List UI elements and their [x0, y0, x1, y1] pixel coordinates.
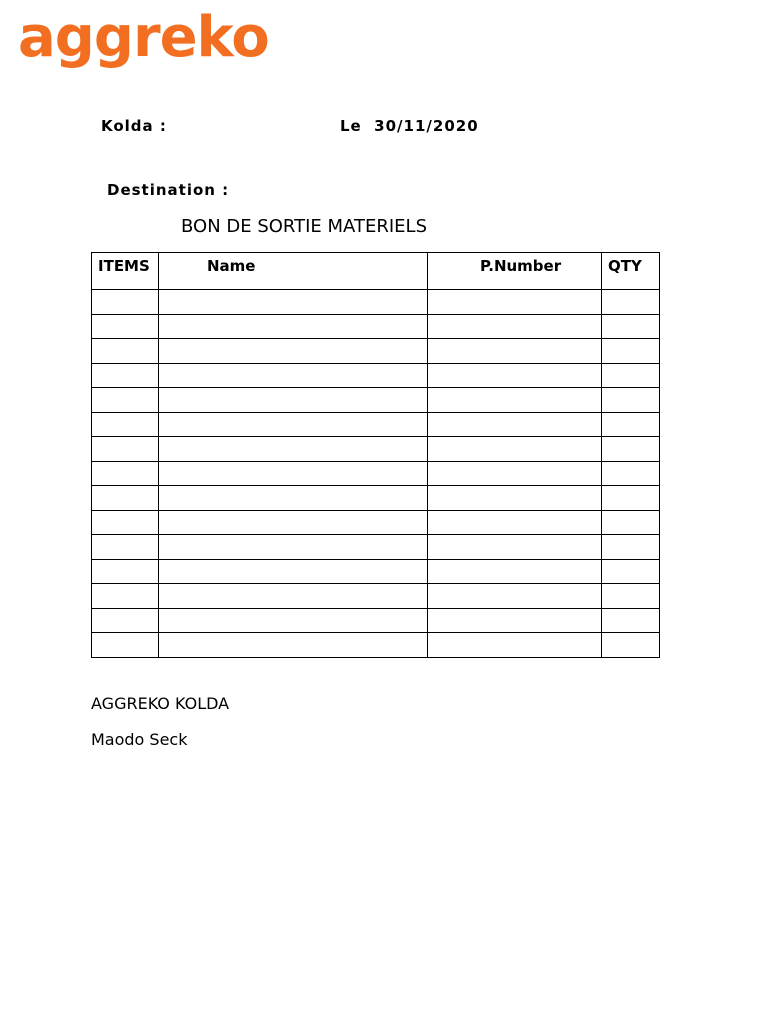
qty-cell	[602, 633, 660, 658]
qty-cell	[602, 510, 660, 535]
items-cell	[92, 363, 159, 388]
qty-cell	[602, 314, 660, 339]
table-row	[92, 314, 660, 339]
qty-cell	[602, 608, 660, 633]
name-cell	[159, 339, 428, 364]
location-label: Kolda :	[101, 117, 167, 135]
column-header-qty: QTY	[602, 253, 660, 290]
part-number-cell	[428, 633, 602, 658]
destination-label: Destination :	[107, 181, 230, 199]
part-number-cell	[428, 290, 602, 315]
name-cell	[159, 461, 428, 486]
name-cell	[159, 633, 428, 658]
table-row	[92, 363, 660, 388]
part-number-cell	[428, 535, 602, 560]
qty-cell	[602, 535, 660, 560]
table-row	[92, 388, 660, 413]
part-number-cell	[428, 339, 602, 364]
items-cell	[92, 388, 159, 413]
company-name: AGGREKO KOLDA	[91, 694, 230, 713]
table-row	[92, 486, 660, 511]
qty-cell	[602, 584, 660, 609]
qty-cell	[602, 412, 660, 437]
items-cell	[92, 437, 159, 462]
qty-cell	[602, 437, 660, 462]
name-cell	[159, 437, 428, 462]
items-cell	[92, 314, 159, 339]
name-cell	[159, 388, 428, 413]
table-row	[92, 412, 660, 437]
table-row	[92, 290, 660, 315]
table-row	[92, 608, 660, 633]
part-number-cell	[428, 363, 602, 388]
part-number-cell	[428, 510, 602, 535]
part-number-cell	[428, 388, 602, 413]
column-header-part-number: P.Number	[428, 253, 602, 290]
name-cell	[159, 584, 428, 609]
part-number-cell	[428, 461, 602, 486]
table-row	[92, 633, 660, 658]
items-cell	[92, 559, 159, 584]
items-cell	[92, 510, 159, 535]
name-cell	[159, 510, 428, 535]
table-body	[92, 290, 660, 658]
qty-cell	[602, 486, 660, 511]
table-row	[92, 535, 660, 560]
qty-cell	[602, 339, 660, 364]
items-cell	[92, 633, 159, 658]
name-cell	[159, 559, 428, 584]
name-cell	[159, 608, 428, 633]
column-header-items: ITEMS	[92, 253, 159, 290]
items-cell	[92, 535, 159, 560]
part-number-cell	[428, 608, 602, 633]
column-header-name: Name	[159, 253, 428, 290]
part-number-cell	[428, 412, 602, 437]
items-cell	[92, 461, 159, 486]
name-cell	[159, 363, 428, 388]
items-cell	[92, 608, 159, 633]
table-row	[92, 339, 660, 364]
part-number-cell	[428, 486, 602, 511]
qty-cell	[602, 290, 660, 315]
items-cell	[92, 486, 159, 511]
items-cell	[92, 584, 159, 609]
date-text: Le 30/11/2020	[340, 117, 479, 135]
qty-cell	[602, 461, 660, 486]
part-number-cell	[428, 559, 602, 584]
signatory-name: Maodo Seck	[91, 730, 188, 749]
table-row	[92, 584, 660, 609]
document-title: BON DE SORTIE MATERIELS	[181, 216, 427, 237]
part-number-cell	[428, 437, 602, 462]
items-cell	[92, 339, 159, 364]
qty-cell	[602, 559, 660, 584]
name-cell	[159, 535, 428, 560]
name-cell	[159, 290, 428, 315]
table-row	[92, 437, 660, 462]
table-row	[92, 559, 660, 584]
items-cell	[92, 412, 159, 437]
part-number-cell	[428, 314, 602, 339]
name-cell	[159, 314, 428, 339]
items-table	[91, 252, 660, 658]
table-header-row	[92, 253, 660, 290]
name-cell	[159, 412, 428, 437]
qty-cell	[602, 363, 660, 388]
aggreko-logo: aggreko	[18, 5, 269, 70]
qty-cell	[602, 388, 660, 413]
table-row	[92, 510, 660, 535]
items-cell	[92, 290, 159, 315]
part-number-cell	[428, 584, 602, 609]
table-row	[92, 461, 660, 486]
name-cell	[159, 486, 428, 511]
